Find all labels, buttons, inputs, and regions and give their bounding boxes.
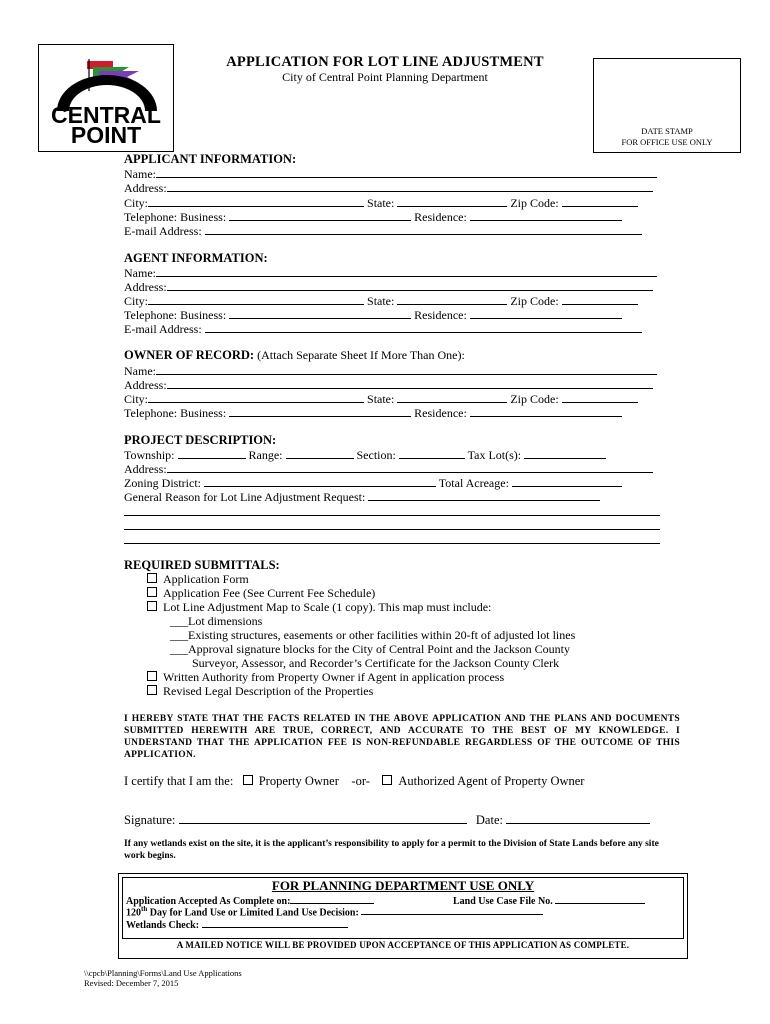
checkbox-icon [147,587,157,597]
applicant-city-field[interactable]: City: State: Zip Code: [124,195,638,210]
agent-address-field[interactable]: Address: [124,279,653,294]
file-path: \\cpcb\Planning\Forms\Land Use Applications [84,968,242,978]
checkbox-icon [147,671,157,681]
submittal-item[interactable]: Application Fee (See Current Fee Schedule) [147,586,375,600]
checkbox-icon [243,775,253,785]
agent-heading: AGENT INFORMATION: [124,251,268,265]
applicant-phone-field[interactable]: Telephone: Business: Residence: [124,209,622,224]
project-address-field[interactable]: Address: [124,461,653,476]
checkbox-icon [147,573,157,583]
project-heading: PROJECT DESCRIPTION: [124,433,277,447]
stamp-label: DATE STAMP [641,126,693,136]
decision-day-field[interactable]: 120th Day for Land Use or Limited Land Use Decision: [126,905,543,918]
agent-city-field[interactable]: City: State: Zip Code: [124,293,638,308]
submittal-item[interactable]: Written Authority from Property Owner if Agent in application process [147,670,504,684]
stamp-note: FOR OFFICE USE ONLY [621,137,713,147]
applicant-heading: APPLICANT INFORMATION: [124,152,297,166]
owner-heading: OWNER OF RECORD: (Attach Separate Sheet If More Than One): [124,348,465,362]
owner-name-field[interactable]: Name: [124,363,657,378]
certify-row: I certify that I am the: Property Owner -or- Authorized Agent of Property Owner [124,774,585,788]
agent-email-field[interactable]: E-mail Address: [124,321,642,336]
map-requirement: ___Existing structures, easements or other facilities within 20-ft of adjusted lot lines [170,628,576,642]
submittal-item[interactable]: Lot Line Adjustment Map to Scale (1 copy). This map must include: [147,600,491,614]
accepted-field[interactable]: Application Accepted As Complete on: [126,894,374,907]
owner-phone-field[interactable]: Telephone: Business: Residence: [124,405,622,420]
agent-option[interactable]: Authorized Agent of Property Owner [382,774,584,788]
applicant-email-field[interactable]: E-mail Address: [124,223,642,238]
project-reason-field[interactable]: General Reason for Lot Line Adjustment Request: [124,489,600,504]
reason-line-1[interactable] [124,515,660,516]
signature-row[interactable]: Signature: Date: [124,812,650,827]
checkbox-icon [147,685,157,695]
mailed-notice: A MAILED NOTICE WILL BE PROVIDED UPON ACCEPTANCE OF THIS APPLICATION AS COMPLETE. [176,940,630,950]
checkbox-icon [382,775,392,785]
logo-text-line2: POINT [70,122,142,148]
submittals-heading: REQUIRED SUBMITTALS: [124,558,280,572]
revision-date: Revised: December 7, 2015 [84,978,179,988]
applicant-name-field[interactable]: Name: [124,166,657,181]
office-use-title: FOR PLANNING DEPARTMENT USE ONLY [271,878,535,893]
project-zoning-field[interactable]: Zoning District: Total Acreage: [124,475,622,490]
reason-line-3[interactable] [124,543,660,544]
date-stamp-box [593,58,741,153]
owner-address-field[interactable]: Address: [124,377,653,392]
office-use-box [118,873,688,959]
wetlands-notice: If any wetlands exist on the site, it is the applicant’s responsibility to apply for a permit to the Division of State Lands before any site work begins. [124,839,659,861]
certification-statement: I HEREBY STATE THAT THE FACTS RELATED IN THE ABOVE APPLICATION AND THE PLANS AND DOCUMENTS SUBMITTED HEREWITH ARE TRUE, CORRECT, AND ACCURATE TO THE BEST OF MY KNOWLEDGE. I UNDERSTAND THAT THE APPLICATION FEE IS NON-REFUNDABLE REGARDLESS OF THE OUTCOME OF THIS APPLICATION. [124,714,680,760]
map-requirement: Surveyor, Assessor, and Recorder’s Certificate for the Jackson County Clerk [192,656,560,670]
logo-text-line1: CENTRAL [51,102,161,128]
submittal-item[interactable]: Revised Legal Description of the Properties [147,684,373,698]
project-township-field[interactable]: Township: Range: Section: Tax Lot(s): [124,447,606,462]
owner-city-field[interactable]: City: State: Zip Code: [124,391,638,406]
agent-name-field[interactable]: Name: [124,265,657,280]
submittal-item[interactable]: Application Form [147,572,249,586]
map-requirement: ___Approval signature blocks for the City of Central Point and the Jackson County [170,642,570,656]
applicant-address-field[interactable]: Address: [124,180,653,195]
map-requirement: ___Lot dimensions [170,614,263,628]
property-owner-option[interactable]: Property Owner [243,774,339,788]
page-subtitle: City of Central Point Planning Department [282,70,488,84]
reason-line-2[interactable] [124,529,660,530]
agent-phone-field[interactable]: Telephone: Business: Residence: [124,307,622,322]
checkbox-icon [147,601,157,611]
wetlands-check-field[interactable]: Wetlands Check: [126,918,348,931]
page-title: APPLICATION FOR LOT LINE ADJUSTMENT [226,54,544,70]
case-number-field[interactable]: Land Use Case File No. [453,894,645,907]
